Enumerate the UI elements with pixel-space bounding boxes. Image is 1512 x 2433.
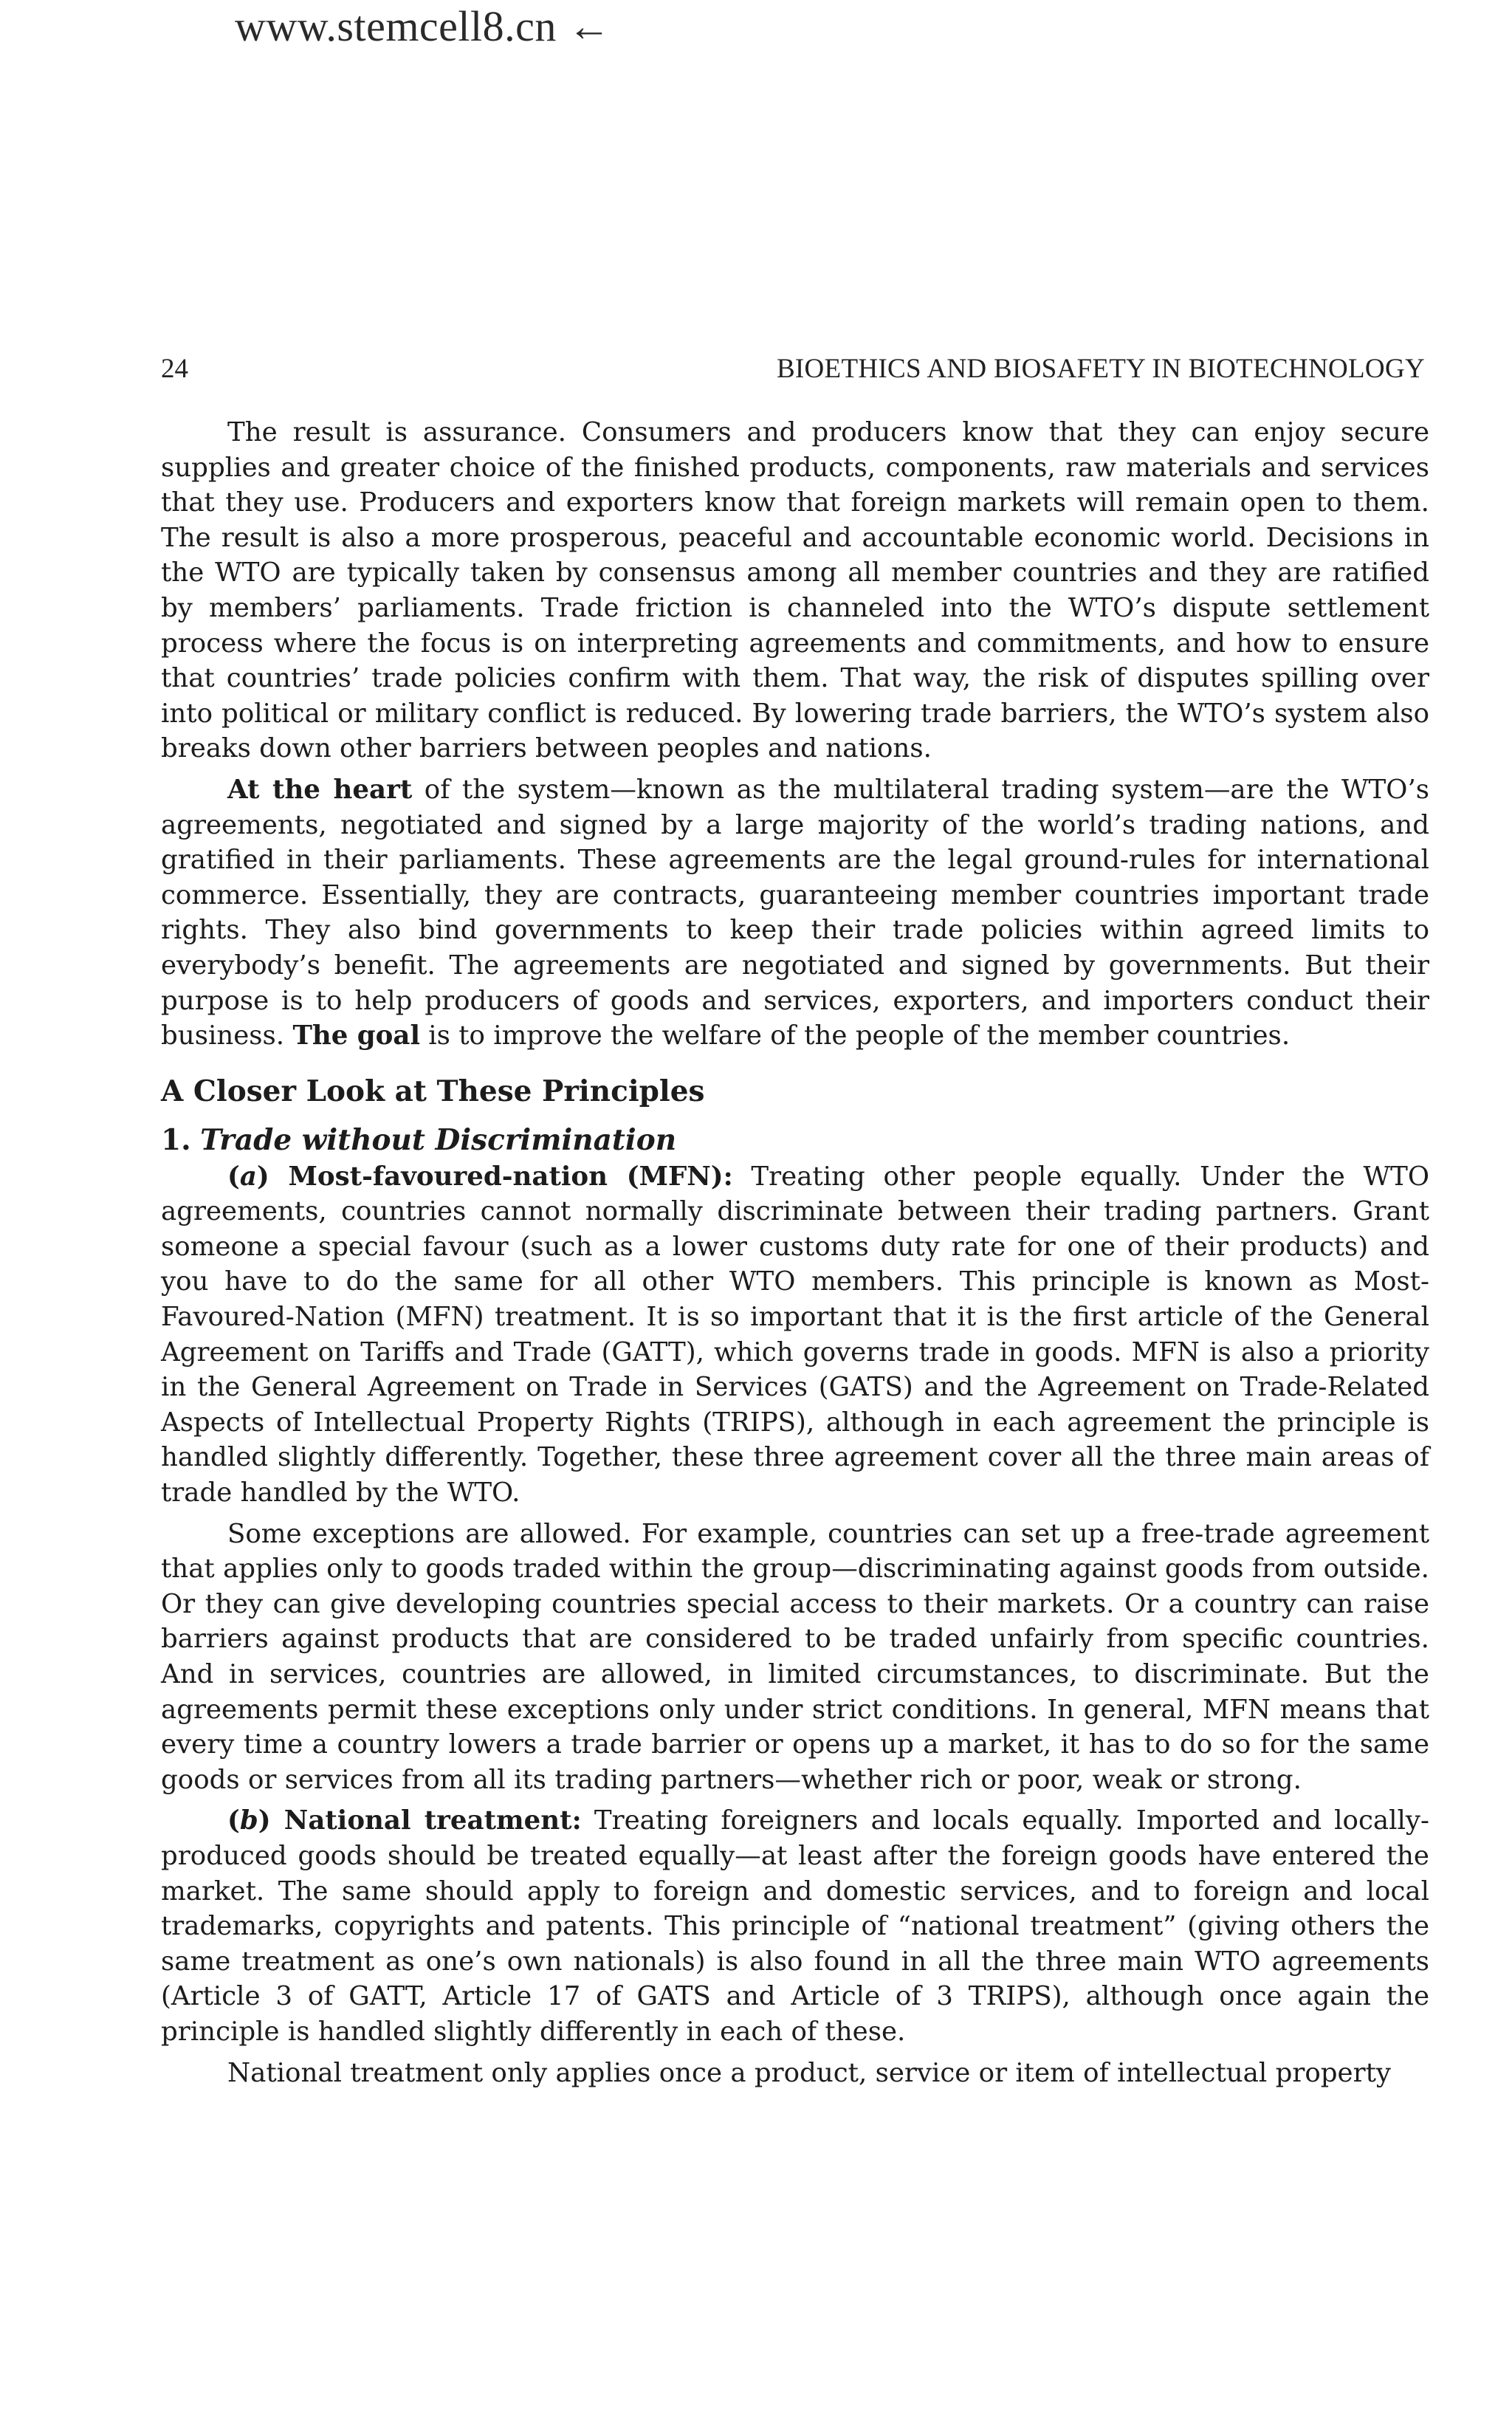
paragraph-text: Treating foreigners and locals equally. Imported and locally-produced goods should be treated equally—at least after the foreign goods have entered the market. The same should apply to foreign and domestic services, and to foreign and local trademarks, copyrights and patents. This principle of “national treatment” (giving others the same treatment as one’s own nationals) is also found in all the three main WTO agreements (Article 3 of GATT, Article 17 of GATS and Article of 3 TRIPS), although once again the principle is handled slightly differently in each of these. (161, 1805, 1429, 2047)
paragraph-national-treatment-applies: National treatment only applies once a product, service or item of intellectual property (227, 2057, 1392, 2088)
paragraph-assurance: The result is assurance. Consumers and producers know that they can enjoy secure supplies and greater choice of the finished products, components, raw materials and services that they use. Producers and exporters know that foreign markets will remain open to them. The result is also a more prosperous, peaceful and accountable economic world. Decisions in the WTO are typically taken by consensus among all member countries and they are ratified by members’ parliaments. Trade friction is channeled into the WTO’s dispute settlement process where the focus is on interpreting agreements and commitments, and how to ensure that countries’ trade policies confirm with them. That way, the risk of disputes spilling over into political or military conflict is reduced. By lowering trade barriers, the WTO’s system also breaks down other barriers between peoples and nations. (161, 417, 1429, 764)
subsection-heading (161, 1122, 1429, 1159)
paragraph-heart-of-system (161, 772, 1429, 1054)
paragraph-text: is to improve the welfare of the people of the member countries. (419, 1020, 1291, 1051)
item-letter: b (239, 1805, 258, 1836)
running-head (161, 353, 1425, 390)
page-number: 24 (161, 354, 188, 384)
page-body (161, 415, 1429, 2090)
item-label: Most-favoured-nation (MFN): (269, 1161, 733, 1192)
label-paren: ( (227, 1161, 240, 1192)
label-paren: ) (256, 1161, 269, 1192)
label-paren: ( (227, 1805, 240, 1836)
emphasis-goal: The goal (292, 1020, 420, 1051)
subsection-title: Trade without Discrimination (200, 1122, 677, 1157)
lead-phrase: At the heart (227, 774, 413, 805)
paragraph-text: Treating other people equally. Under the WTO agreements, countries cannot normally discriminate between their trading partners. Grant someone a special favour (such as a lower customs duty rate for one of their products) and you have to do the same for all other WTO members. This principle is known as Most-Favoured-Nation (MFN) treatment. It is so important that it is the first article of the General Agreement on Tariffs and Trade (GATT), which governs trade in goods. MFN is also a priority in the General Agreement on Trade in Services (GATS) and the Agreement on Trade-Related Aspects of Intellectual Property Rights (TRIPS), although in each agreement the principle is handled slightly differently. Together, these three agreement cover all the three main areas of trade handled by the WTO. (161, 1161, 1429, 1509)
item-letter: a (239, 1161, 257, 1192)
item-label: National treatment: (270, 1805, 582, 1836)
paragraph-exceptions: Some exceptions are allowed. For example, countries can set up a free-trade agreement that applies only to goods traded within the group—discriminating against goods from outside. Or they can give developing countries special access to their markets. Or a country can raise barriers against products that are considered to be traded unfairly from specific countries. And in services, countries are allowed, in limited circumstances, to discriminate. But the agreements permit these exceptions only under strict conditions. In general, MFN means that every time a country lowers a trade barrier or opens up a market, it has to do so for the same goods or services from all its trading partners—whether rich or poor, weak or strong. (161, 1518, 1429, 1795)
label-paren: ) (258, 1805, 271, 1836)
book-title: BIOETHICS AND BIOSAFETY IN BIOTECHNOLOGY (776, 354, 1425, 384)
paragraph-national-treatment (161, 1803, 1429, 2049)
paragraph-text: of the system—known as the multilateral trading system—are the WTO’s agreements, negotiated and signed by a large majority of the world’s trading nations, and gratified in their parliaments. These agreements are the legal ground-rules for international commerce. Essentially, they are contracts, guaranteeing member countries important trade rights. They also bind governments to keep their trade policies within agreed limits to everybody’s benefit. The agreements are negotiated and signed by governments. But their purpose is to help producers of goods and services, exporters, and importers conduct their business. (161, 774, 1430, 1051)
watermark-url: www.stemcell8.cn ← (235, 2, 611, 50)
paragraph-mfn (161, 1159, 1429, 1511)
subsection-number: 1. (161, 1122, 191, 1157)
section-heading: A Closer Look at These Principles (161, 1074, 705, 1108)
